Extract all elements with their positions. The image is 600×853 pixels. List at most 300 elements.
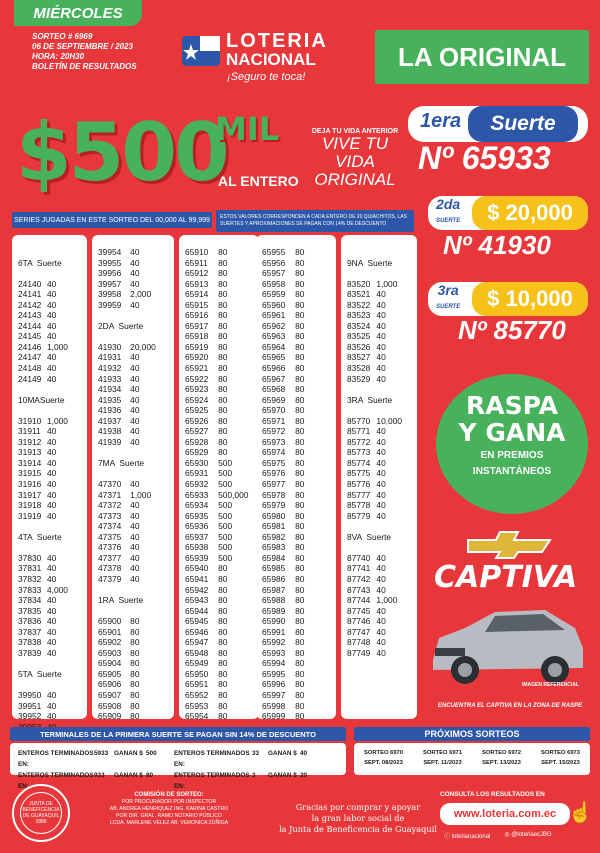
result-amount: 40: [376, 584, 386, 595]
next-draws-header: PRÓXIMOS SORTEOS: [354, 727, 590, 741]
result-row: [98, 563, 168, 574]
result-row: [262, 595, 330, 606]
result-amount: 80: [295, 320, 305, 331]
flag-star-icon: [180, 30, 224, 74]
next-draw: [482, 748, 521, 775]
result-row: [18, 479, 81, 490]
result-amount: 40: [46, 373, 57, 384]
result-amount: 80: [130, 679, 140, 690]
result-row: [185, 606, 253, 617]
result-number: 65918: [185, 331, 209, 342]
raspa-badge: [436, 374, 588, 514]
result-number: 39959: [98, 299, 122, 310]
result-amount: 40: [46, 510, 57, 521]
result-row: [262, 342, 330, 353]
result-number: 65931: [185, 468, 209, 479]
result-row: [98, 500, 168, 511]
next-draw-date: SEPT. 13/2023: [482, 760, 521, 766]
result-row: [98, 711, 168, 722]
result-number: 65977: [262, 479, 286, 490]
result-row: [347, 447, 411, 458]
result-row: [98, 310, 168, 321]
result-amount: 40: [46, 479, 57, 490]
result-amount: [132, 321, 168, 332]
result-amount: 80: [218, 711, 228, 722]
result-number: 24146: [18, 341, 42, 352]
result-row: [18, 616, 81, 627]
result-number: [347, 405, 376, 416]
result-amount: 80: [218, 278, 228, 289]
result-number: 85779: [347, 510, 371, 521]
result-number: 3RA Suerte: [347, 394, 393, 405]
result-number: 65967: [262, 373, 286, 384]
result-row: [18, 690, 81, 701]
result-row: [262, 374, 330, 385]
result-number: 83529: [347, 373, 371, 384]
result-number: 65906: [98, 679, 122, 690]
first-prize-tag: [408, 106, 588, 142]
result-amount: 40: [376, 436, 386, 447]
result-amount: 80: [295, 278, 305, 289]
term-amount: 20: [300, 772, 308, 779]
result-amount: [130, 331, 168, 342]
result-amount: 500,000: [218, 489, 249, 500]
result-number: 65951: [185, 679, 209, 690]
next-draw-number: SORTEO 6973: [541, 750, 580, 756]
result-amount: 80: [295, 531, 305, 542]
result-number: [98, 447, 130, 458]
result-row: [185, 268, 253, 279]
results-column-5: [341, 235, 417, 719]
result-amount: 80: [295, 626, 305, 637]
result-row: [185, 627, 253, 638]
result-row: [18, 258, 81, 269]
result-number: 65902: [98, 637, 122, 648]
result-amount: [130, 606, 168, 617]
result-amount: 80: [130, 626, 140, 637]
result-number: 65930: [185, 457, 209, 468]
result-number: 37839: [18, 647, 42, 658]
result-number: 65942: [185, 584, 209, 595]
result-row: [262, 426, 330, 437]
raspa-title1: RASPA: [466, 391, 558, 420]
result-amount: 1,000: [46, 341, 68, 352]
result-row: [185, 374, 253, 385]
result-row: [18, 405, 81, 416]
result-amount: 80: [218, 394, 228, 405]
result-amount: 500: [218, 510, 233, 521]
first-label: Suerte: [468, 106, 578, 142]
result-number: 87741: [347, 563, 371, 574]
results-column-2: [92, 235, 174, 722]
result-row: [185, 300, 253, 311]
result-amount: 80: [218, 373, 228, 384]
result-amount: 80: [295, 595, 305, 606]
result-amount: 80: [295, 700, 305, 711]
result-number: 65939: [185, 552, 209, 563]
term-amount: 500: [146, 750, 157, 757]
result-row: [18, 331, 81, 342]
result-number: 65983: [262, 542, 286, 553]
result-amount: [130, 585, 168, 596]
result-amount: 80: [218, 363, 228, 374]
result-amount: 40: [376, 373, 386, 384]
result-amount: 40: [376, 552, 386, 563]
result-number: 65965: [262, 352, 286, 363]
result-amount: 40: [46, 647, 57, 658]
result-number: 85771: [347, 426, 371, 437]
third-label: SUERTE: [436, 304, 461, 310]
result-row: [185, 458, 253, 469]
result-number: [18, 542, 47, 553]
result-row: [98, 574, 168, 585]
result-row: [347, 458, 411, 469]
result-row: [98, 300, 168, 311]
loteria-logo: [180, 24, 360, 84]
result-amount: 80: [218, 352, 228, 363]
result-number: 65962: [262, 320, 286, 331]
term-win: GANAN $: [268, 750, 297, 757]
result-amount: 40: [376, 341, 386, 352]
result-number: 65958: [262, 278, 286, 289]
social-links: [444, 831, 552, 840]
result-amount: [47, 542, 81, 553]
next-draw-number: SORTEO 6972: [482, 750, 521, 756]
result-number: 65920: [185, 352, 209, 363]
result-number: 65992: [262, 637, 286, 648]
result-row: [347, 500, 411, 511]
result-amount: 40: [376, 616, 386, 627]
result-number: 37832: [18, 573, 42, 584]
result-row: [347, 289, 411, 300]
result-number: 24142: [18, 299, 42, 310]
result-row: [185, 426, 253, 437]
result-amount: 80: [130, 668, 140, 679]
result-number: 85774: [347, 457, 371, 468]
result-row: [262, 511, 330, 522]
result-amount: 1,000: [376, 278, 398, 289]
result-number: 65941: [185, 573, 209, 584]
result-number: [18, 521, 47, 532]
result-row: [18, 395, 81, 406]
result-amount: [47, 679, 81, 690]
result-amount: 80: [218, 595, 228, 606]
result-row: [262, 553, 330, 564]
result-amount: 80: [218, 584, 228, 595]
result-amount: 40: [376, 647, 386, 658]
result-number: 65997: [262, 689, 286, 700]
result-amount: 40: [130, 394, 140, 405]
result-number: 31919: [18, 510, 42, 521]
result-row: [347, 395, 411, 406]
result-row: [18, 384, 81, 395]
result-row: [262, 701, 330, 712]
result-number: 65995: [262, 668, 286, 679]
result-amount: 80: [218, 415, 228, 426]
result-row: [185, 342, 253, 353]
instagram-link[interactable]: ◎ @loteriaecJBG: [504, 832, 552, 838]
result-amount: 40: [130, 415, 140, 426]
result-amount: 40: [46, 573, 57, 584]
result-number: 39957: [98, 278, 122, 289]
result-amount: 80: [295, 616, 305, 627]
result-row: [98, 331, 168, 342]
result-number: 83525: [347, 331, 371, 342]
result-number: 41934: [98, 384, 122, 395]
commission-line: LCDA. MARLENE VELEZ AB. VERONICA ZÚÑIGA: [109, 820, 229, 826]
series-header: SERIES JUGADAS EN ESTE SORTEO DEL 00,000 AL 99,999: [12, 212, 212, 228]
commission-line: AB. ANDREA HENRIQUEZ ING. KARINA CASTRO: [109, 806, 229, 812]
result-number: 41935: [98, 394, 122, 405]
facebook-handle: loterianacional: [451, 834, 491, 840]
result-number: 47374: [98, 521, 122, 532]
result-amount: 80: [218, 679, 228, 690]
result-amount: 40: [376, 563, 386, 574]
result-row: [18, 300, 81, 311]
result-amount: 80: [295, 289, 305, 300]
result-amount: 80: [295, 436, 305, 447]
result-amount: 1,000: [376, 595, 398, 606]
result-row: [18, 669, 81, 680]
result-row: [347, 405, 411, 416]
result-number: 65981: [262, 521, 286, 532]
result-amount: 80: [218, 447, 228, 458]
result-row: [262, 416, 330, 427]
result-amount: 80: [295, 405, 305, 416]
result-row: [347, 563, 411, 574]
result-row: [18, 627, 81, 638]
result-amount: 40: [376, 500, 386, 511]
result-amount: 80: [218, 257, 228, 268]
result-row: [347, 468, 411, 479]
result-amount: 40: [46, 489, 57, 500]
result-number: 65907: [98, 689, 122, 700]
result-row: [98, 458, 168, 469]
result-amount: [132, 595, 168, 606]
result-row: [262, 352, 330, 363]
thanks-line: Gracias por comprar y apoyar: [295, 802, 421, 812]
result-number: 65945: [185, 616, 209, 627]
result-amount: 80: [295, 605, 305, 616]
result-amount: [381, 258, 411, 269]
chevrolet-bowtie-icon: [466, 530, 552, 560]
result-amount: 80: [295, 658, 305, 669]
result-row: [185, 279, 253, 290]
result-amount: 1,000: [130, 489, 152, 500]
result-number: 65949: [185, 658, 209, 669]
result-row: [185, 648, 253, 659]
result-row: [347, 574, 411, 585]
result-row: [18, 511, 81, 522]
result-number: [347, 384, 376, 395]
result-amount: [47, 658, 81, 669]
result-number: 6TA Suerte: [18, 257, 62, 268]
result-amount: 80: [218, 289, 228, 300]
third-ordinal-block: [436, 284, 460, 314]
term-label: ENTEROS TERMINADOS EN:: [174, 750, 250, 768]
result-row: [18, 658, 81, 669]
instagram-handle: @loteriaecJBG: [511, 832, 552, 838]
result-amount: [52, 395, 81, 406]
result-row: [18, 521, 81, 532]
result-number: 87742: [347, 573, 371, 584]
result-number: 65921: [185, 363, 209, 374]
result-number: 41937: [98, 415, 122, 426]
result-row: [18, 563, 81, 574]
result-number: 83523: [347, 310, 371, 321]
result-amount: 40: [46, 447, 57, 458]
result-amount: 80: [295, 542, 305, 553]
result-amount: 40: [130, 268, 140, 279]
result-amount: 40: [130, 247, 140, 257]
junta-seal: [12, 784, 70, 842]
result-row: [262, 606, 330, 617]
result-amount: 80: [295, 310, 305, 321]
result-row: [98, 616, 168, 627]
facebook-link[interactable]: ⓕ loterianacional: [444, 834, 491, 840]
result-number: 24141: [18, 289, 42, 300]
result-number: 83521: [347, 289, 371, 300]
result-amount: 40: [46, 616, 57, 627]
result-number: 83527: [347, 352, 371, 363]
result-number: 65999: [262, 711, 286, 722]
result-number: [18, 658, 47, 669]
result-amount: 40: [46, 552, 57, 563]
result-amount: 80: [218, 626, 228, 637]
result-number: 65925: [185, 405, 209, 416]
result-amount: 40: [46, 320, 57, 331]
result-amount: [381, 532, 411, 543]
result-row: [347, 258, 411, 269]
result-number: 65982: [262, 531, 286, 542]
vive-slogan: [300, 128, 410, 189]
result-row: [347, 426, 411, 437]
result-row: [262, 458, 330, 469]
result-number: 65911: [185, 257, 208, 268]
result-number: 65936: [185, 521, 209, 532]
result-row: [18, 352, 81, 363]
result-row: [98, 606, 168, 617]
result-number: 65987: [262, 584, 286, 595]
result-row: [185, 521, 253, 532]
result-row: [185, 395, 253, 406]
grand-prize-note: AL ENTERO: [218, 173, 299, 189]
result-row: [185, 363, 253, 374]
result-number: 65989: [262, 605, 286, 616]
result-amount: 500: [218, 457, 233, 468]
result-row: [347, 374, 411, 385]
result-amount: 500: [218, 542, 233, 553]
result-amount: 40: [376, 352, 386, 363]
second-ordinal-block: [436, 198, 460, 228]
result-amount: 80: [295, 479, 305, 490]
result-number: 39954: [98, 247, 122, 257]
result-row: [262, 490, 330, 501]
result-row: [347, 532, 411, 543]
result-number: 87749: [347, 647, 371, 658]
result-amount: 40: [376, 299, 386, 310]
result-row: [262, 384, 330, 395]
result-row: [18, 447, 81, 458]
result-number: 65971: [262, 415, 286, 426]
result-number: 41933: [98, 373, 122, 384]
result-row: [262, 479, 330, 490]
result-amount: 500: [218, 552, 233, 563]
result-number: 65969: [262, 394, 286, 405]
website-link[interactable]: www.loteria.com.ec: [440, 803, 570, 825]
next-draw-number: SORTEO 6971: [423, 750, 462, 756]
result-amount: [381, 395, 411, 406]
result-row: [98, 468, 168, 479]
result-number: 37838: [18, 637, 42, 648]
result-row: [262, 437, 330, 448]
result-number: 47372: [98, 500, 122, 511]
result-number: [18, 405, 47, 416]
result-amount: 80: [218, 658, 228, 669]
result-amount: 80: [295, 299, 305, 310]
result-row: [185, 490, 253, 501]
result-amount: [376, 268, 411, 279]
result-number: 85772: [347, 436, 371, 447]
third-ordinal: 3ra: [437, 282, 459, 298]
result-number: 39955: [98, 257, 122, 268]
result-amount: 40: [130, 531, 140, 542]
result-number: 31915: [18, 468, 42, 479]
result-amount: 40: [130, 426, 140, 437]
result-row: [18, 648, 81, 659]
result-row: [98, 279, 168, 290]
result-number: 87744: [347, 595, 371, 606]
result-number: [347, 521, 376, 532]
result-amount: 40: [376, 457, 386, 468]
result-amount: 40: [46, 637, 57, 648]
thanks-line: la gran labor social de: [311, 813, 405, 823]
result-row: [262, 500, 330, 511]
result-number: 37831: [18, 563, 42, 574]
result-number: 47370: [98, 479, 122, 490]
result-number: 65940: [185, 563, 209, 574]
result-number: 2DA Suerte: [98, 320, 144, 331]
result-row: [98, 268, 168, 279]
result-number: [347, 268, 376, 279]
result-number: 47376: [98, 542, 122, 553]
result-amount: [376, 384, 411, 395]
first-prize-number: Nº 65933: [418, 140, 551, 176]
result-row: [18, 268, 81, 279]
result-row: [18, 310, 81, 321]
result-number: 65988: [262, 595, 286, 606]
result-row: [185, 258, 253, 269]
result-row: [98, 627, 168, 638]
result-amount: 80: [295, 268, 305, 279]
result-number: 37834: [18, 595, 42, 606]
result-number: [98, 585, 130, 596]
result-number: 65933: [185, 489, 209, 500]
result-number: 65955: [262, 247, 286, 257]
result-amount: 80: [295, 394, 305, 405]
result-number: 65900: [98, 616, 122, 627]
result-amount: 40: [376, 447, 386, 458]
result-amount: 40: [130, 500, 140, 511]
result-number: 83522: [347, 299, 371, 310]
result-number: 65970: [262, 405, 286, 416]
result-row: [98, 416, 168, 427]
term-digits: 33: [252, 750, 260, 757]
result-number: 47373: [98, 510, 122, 521]
result-number: 24140: [18, 278, 42, 289]
result-amount: 40: [46, 689, 57, 700]
result-number: 65974: [262, 447, 286, 458]
